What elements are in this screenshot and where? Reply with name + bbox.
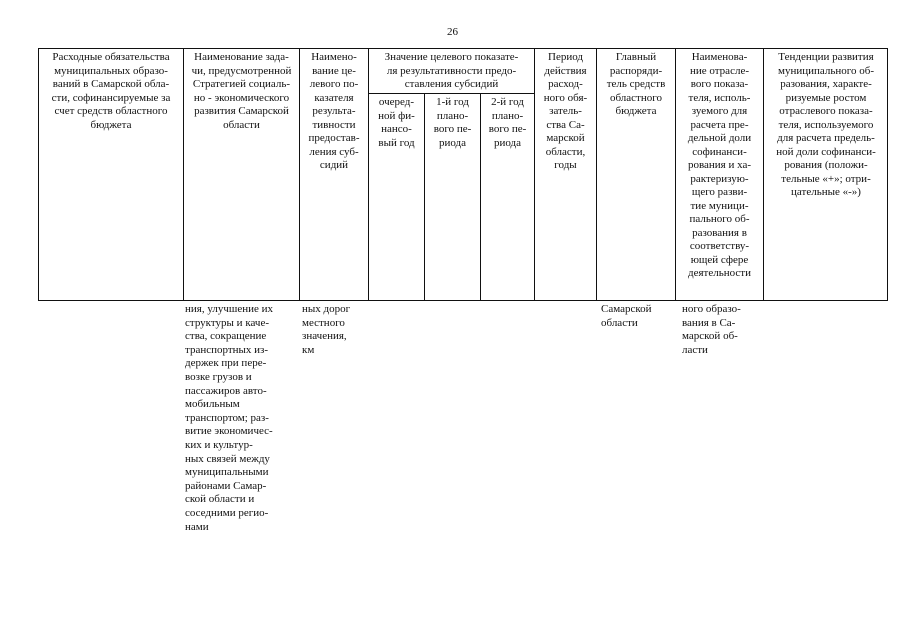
header-chief-administrator: Главный распоряди- тель средств областного бюджета: [606, 51, 666, 117]
row-strategy-task-text: ния, улучшение их структуры и каче- ства, сокращение транспортных из- держек при пере- возке грузов и пассажиров авто- мобильным транспортом; раз- витие экономичес- ких и культур- ных связей между муниципальными районами Самар- ской области и соседними регио- нами: [185, 303, 274, 533]
header-development-trends: Тенденции развития муниципального об- разования, характе- ризуемые ростом отраслевого показа- теля, используемого для расчета предель- ной доли софинанси- рования (положи- тельные «+»; отри- цательные «-»): [776, 51, 876, 198]
header-indicator-values: Значение целевого показате- ля результативности предо- ставления субсидий: [384, 51, 519, 90]
header-sector-indicator: Наименова- ние отрасле- вого показа- теля, исполь- зуемого для расчета пре- дельной доли софинанси- рования и ха- рактеризую- щего разви- тие муници- пального об- разования в соответству- ющей сфере деятельности: [687, 51, 752, 279]
header-plan-year-2: 2-й год плано- вого пе- риода: [488, 96, 527, 149]
row-chief-administrator-text: Самарской области: [601, 303, 652, 329]
header-strategy-task: Наименование зада- чи, предусмотренной Стратегией социаль- но - экономического развития Самарской области: [191, 51, 292, 131]
header-expenditure-obligations: Расходные обязательства муниципальных образо- ваний в Самарской обла- сти, софинансируемые за счет средств областного бюджета: [51, 51, 171, 131]
row-sector-indicator-text: ного образо- вания в Са- марской об- ласти: [682, 303, 741, 356]
row-target-indicator-text: ных дорог местного значения, км: [302, 303, 351, 356]
page-number: 26: [447, 26, 458, 38]
subheader-divider: [368, 93, 534, 94]
table-header: [38, 48, 888, 301]
header-obligation-period: Период действия расход- ного обя- затель- ства Са- марской области, годы: [543, 51, 588, 171]
header-plan-year-1: 1-й год плано- вого пе- риода: [433, 96, 472, 149]
header-target-indicator: Наимено- вание це- левого по- казателя результа- тивности предостав- ления суб- сидий: [308, 51, 360, 171]
header-current-year: очеред- ной фи- нансо- вый год: [378, 96, 415, 149]
